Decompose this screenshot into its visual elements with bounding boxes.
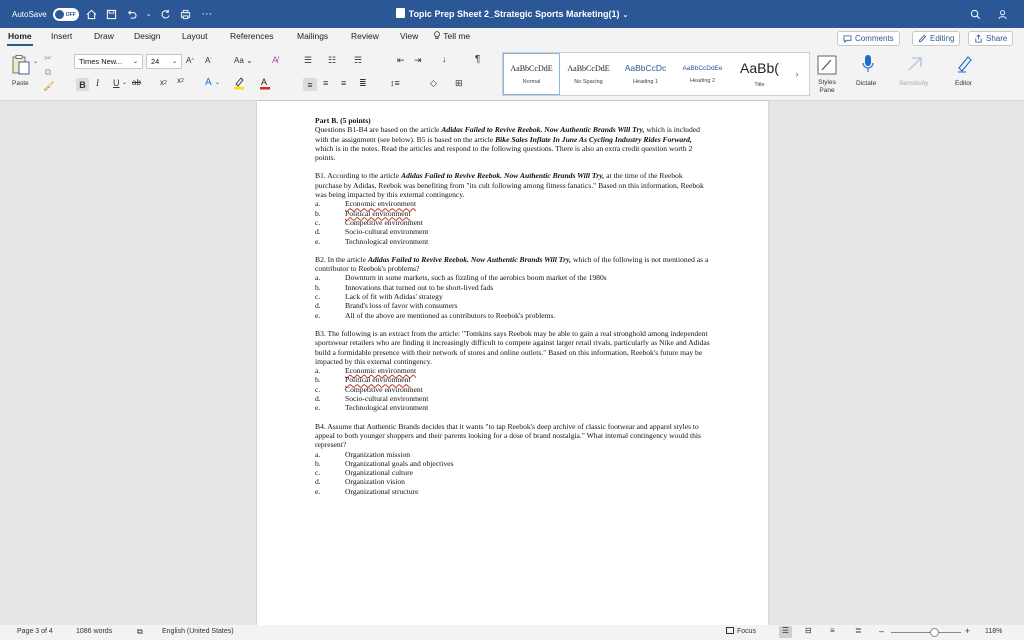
chevron-down-icon[interactable]: ⌄	[122, 80, 128, 86]
bold-icon[interactable]: B	[76, 78, 89, 91]
option-text: Organizational goals and objectives	[345, 458, 454, 468]
part-title: Part B. (5 points)	[315, 116, 371, 125]
answer-option	[315, 403, 710, 412]
answer-option	[315, 218, 710, 227]
editor-label: Editor	[955, 80, 972, 87]
italic-icon[interactable]: I	[96, 78, 99, 88]
ribbon	[0, 48, 1024, 101]
answer-option	[315, 459, 710, 468]
align-left-icon[interactable]: ≡	[303, 78, 317, 91]
style-sample: AaBbCcDc	[624, 63, 667, 73]
page-count[interactable]: Page 3 of 4	[17, 628, 53, 635]
svg-text:A: A	[261, 77, 268, 87]
option-letter: b.	[315, 458, 321, 468]
line-spacing-icon[interactable]: ↕≡	[390, 78, 400, 88]
tab-draw[interactable]: Draw	[94, 31, 114, 41]
option-letter: c.	[315, 468, 321, 478]
answer-option	[315, 199, 710, 208]
document-title[interactable]: Topic Prep Sheet 2_Strategic Sports Marketing(1)	[408, 9, 620, 19]
increase-indent-icon[interactable]: ⇥	[414, 55, 422, 65]
option-text: Downturn in some markets, such as fizzling of the aerobics boom market of the 1980s	[345, 273, 607, 283]
option-text: Innovations that turned out to be short-lived fads	[345, 282, 494, 292]
option-letter: b.	[315, 375, 321, 385]
style-heading-2[interactable]	[674, 53, 731, 95]
borders-icon[interactable]: ⊞	[455, 78, 463, 88]
answer-option	[315, 385, 710, 394]
proofing-icon[interactable]: ⧉	[137, 627, 143, 636]
tab-mailings[interactable]: Mailings	[297, 31, 329, 41]
editing-label: Editing	[930, 34, 955, 43]
option-text: Economic environment	[345, 199, 417, 209]
answer-option	[315, 468, 710, 477]
tab-design[interactable]: Design	[134, 31, 161, 41]
chevron-down-icon: ⌄	[171, 59, 177, 65]
undo-icon[interactable]	[125, 7, 139, 21]
answer-option	[315, 227, 710, 236]
option-letter: e.	[315, 486, 321, 496]
answer-option	[315, 487, 710, 496]
doc-icon	[396, 8, 405, 18]
change-case-icon[interactable]: Aa ⌄	[234, 56, 253, 65]
autosave-label: AutoSave	[12, 9, 47, 19]
autosave-state: OFF	[65, 11, 76, 18]
zoom-slider-knob[interactable]	[930, 628, 939, 637]
answer-option	[315, 292, 710, 301]
paste-label: Paste	[12, 80, 29, 87]
draft-icon[interactable]: ≣	[855, 626, 862, 635]
chevron-down-icon[interactable]: ⌄	[145, 11, 152, 18]
question-text: B3. The following is an extract from the article: "Tomkins says Reebok may be able to gain a real stronghold among independent sportswear retailers who are finding it increasingly difficult to compete against larger retail rivals, particularly as Nike and Adidas build a formidable presence with their network of stores and online outlets." Based on this information, Reebok's future may be impacted by this external contingency.	[315, 328, 710, 366]
sort-icon[interactable]: ↓	[442, 54, 447, 64]
document-page[interactable]	[257, 101, 768, 625]
word-count[interactable]: 1086 words	[76, 628, 113, 635]
option-text: Organization mission	[345, 449, 411, 459]
option-letter: b.	[315, 208, 321, 218]
question-text: B2. In the article Adidas Failed to Revive Reebok. Now Authentic Brands Will Try, which of the following is not mentioned as a contributor to Reebok's problems?	[315, 254, 709, 274]
redo-icon[interactable]	[159, 7, 173, 21]
focus-icon	[726, 627, 734, 634]
option-letter: d.	[315, 394, 321, 404]
answer-option	[315, 301, 710, 310]
pencil-icon	[918, 34, 927, 43]
option-text: Technological environment	[345, 236, 429, 246]
answer-option	[315, 273, 710, 282]
tell-me-label: Tell me	[443, 31, 471, 41]
shrink-font-icon[interactable]: A ˇ	[205, 56, 213, 65]
chevron-down-icon[interactable]: ⌄	[622, 12, 629, 19]
question-block	[315, 255, 710, 320]
answer-option	[315, 311, 710, 320]
option-letter: e.	[315, 236, 321, 246]
share-button[interactable]	[968, 31, 1013, 46]
answer-option	[315, 237, 710, 246]
option-letter: a.	[315, 273, 321, 283]
option-text: Socio-cultural environment	[345, 394, 429, 404]
more-icon[interactable]: ···	[201, 8, 213, 20]
option-text: Competitive environment	[345, 217, 423, 227]
title-bar	[0, 0, 1024, 28]
print-icon[interactable]	[179, 7, 193, 21]
microphone-icon[interactable]	[860, 53, 876, 75]
sensitivity-label: Sensitivity	[899, 80, 929, 87]
editor-icon[interactable]	[955, 53, 975, 75]
font-size-value: 24	[151, 57, 160, 66]
question-block	[315, 422, 710, 496]
bullets-icon[interactable]: ☰	[304, 55, 313, 65]
clear-formatting-icon[interactable]: A̸	[272, 55, 279, 65]
answer-option	[315, 366, 710, 375]
option-letter: d.	[315, 477, 321, 487]
language[interactable]: English (United States)	[162, 628, 234, 635]
subscript-icon[interactable]: x 2	[160, 78, 167, 87]
style-sample: AaBbCcDdE	[510, 63, 553, 73]
answer-option	[315, 477, 710, 486]
option-letter: d.	[315, 227, 321, 237]
strikethrough-icon[interactable]: ab	[132, 78, 141, 87]
dictate-label: Dictate	[856, 80, 877, 87]
zoom-level[interactable]: 118%	[985, 628, 1003, 635]
align-right-icon[interactable]: ≡	[341, 78, 347, 88]
option-text: All of the above are mentioned as contributors to Reebok's problems.	[345, 310, 556, 320]
format-painter-icon[interactable]: 🖌	[43, 80, 55, 91]
option-letter: c.	[315, 292, 321, 302]
answer-option	[315, 450, 710, 459]
option-text: Lack of fit with Adidas' strategy	[345, 292, 443, 302]
question-text: B4. Assume that Authentic Brands decides that it wants "to tap Reebok's deep archive of classic footwear and apparel styles to appeal to both younger shoppers and their parents looking for a dose of brand nostalgia." What internal contingency would this represent?	[315, 421, 701, 450]
multilevel-list-icon[interactable]: ☴	[354, 55, 363, 65]
justify-icon[interactable]: ≣	[359, 78, 367, 88]
style-name: No Spacing	[574, 78, 603, 85]
option-letter: b.	[315, 282, 321, 292]
cut-icon[interactable]: ✂	[44, 52, 52, 63]
styles-gallery	[502, 52, 810, 96]
option-text: Economic environment	[345, 366, 417, 376]
print-layout-icon[interactable]: ☰	[779, 626, 792, 638]
option-text: Organization vision	[345, 477, 405, 487]
answer-option	[315, 209, 710, 218]
styles-pane-label: Styles Pane	[818, 79, 836, 94]
option-text: Brand's loss of favor with consumers	[345, 301, 458, 311]
save-icon[interactable]	[105, 7, 119, 21]
tab-references[interactable]: References	[230, 31, 274, 41]
styles-pane-icon[interactable]	[816, 54, 838, 76]
chevron-right-icon[interactable]: ›	[795, 69, 799, 79]
style-heading-1[interactable]	[617, 53, 674, 95]
comments-label: Comments	[855, 34, 894, 43]
tab-view[interactable]: View	[400, 31, 419, 41]
share-icon	[974, 34, 983, 43]
focus-button[interactable]	[726, 627, 756, 635]
option-text: Political environment	[345, 375, 411, 385]
zoom-slider[interactable]	[891, 632, 961, 633]
home-icon[interactable]	[85, 7, 99, 21]
comments-button[interactable]	[837, 31, 900, 46]
pilcrow-icon[interactable]: ¶	[475, 54, 481, 65]
tell-me[interactable]	[433, 31, 470, 41]
zoom-out-button[interactable]: –	[879, 626, 885, 636]
option-text: Technological environment	[345, 403, 429, 413]
search-icon[interactable]	[968, 7, 982, 21]
option-letter: d.	[315, 301, 321, 311]
option-letter: a.	[315, 449, 321, 459]
font-name-select[interactable]	[74, 54, 143, 69]
comment-icon	[843, 35, 852, 43]
option-letter: e.	[315, 403, 321, 413]
chevron-down-icon[interactable]: ⌄	[33, 59, 39, 65]
option-text: Socio-cultural environment	[345, 227, 429, 237]
answer-option	[315, 394, 710, 403]
option-letter: c.	[315, 384, 321, 394]
question-text: B1. According to the article Adidas Failed to Revive Reebok. Now Authentic Brands Will Try, at the time of the Reebok purchase by Adidas, Reebok was benefiting from "its cult following among fitness fanatics." Based on this information, Reebok was being impacted by this external contingency.	[315, 171, 704, 200]
sensitivity-icon	[905, 54, 925, 74]
copy-icon[interactable]: ⧉	[44, 66, 52, 77]
answer-option	[315, 375, 710, 384]
style-title[interactable]	[731, 53, 788, 95]
style-sample: AaBb(	[740, 60, 779, 76]
tab-layout[interactable]: Layout	[182, 31, 208, 41]
style-name: Normal	[522, 78, 541, 85]
decrease-indent-icon[interactable]: ⇤	[397, 55, 405, 65]
superscript-icon[interactable]: x 2	[177, 76, 184, 85]
question-block	[315, 171, 710, 245]
document-content[interactable]	[315, 116, 710, 496]
text-effects-icon[interactable]: A	[205, 77, 212, 88]
answer-option	[315, 283, 710, 292]
paste-icon[interactable]	[10, 54, 32, 76]
style-name: Heading 2	[689, 77, 716, 84]
style-sample: AaBbCcDdEe	[682, 64, 723, 72]
zoom-in-button[interactable]: +	[965, 626, 971, 636]
option-letter: e.	[315, 310, 321, 320]
option-letter: c.	[315, 217, 321, 227]
status-bar	[0, 625, 1024, 640]
option-text: Organizational culture	[345, 468, 413, 478]
questions-list	[315, 171, 710, 496]
grow-font-icon[interactable]: A ^	[186, 56, 194, 65]
chevron-down-icon[interactable]: ⌄	[215, 80, 221, 86]
tab-insert[interactable]: Insert	[51, 31, 73, 41]
style-name: Heading 1	[632, 79, 659, 85]
numbering-icon[interactable]: ☷	[328, 55, 337, 65]
tab-review[interactable]: Review	[351, 31, 379, 41]
question-block	[315, 329, 710, 413]
font-size-select[interactable]	[146, 54, 182, 69]
highlight-icon[interactable]	[233, 76, 245, 90]
chevron-down-icon: ⌄	[132, 59, 138, 65]
style-no-spacing[interactable]	[560, 53, 617, 95]
web-layout-icon[interactable]: ⊟	[805, 626, 812, 635]
option-letter: a.	[315, 366, 321, 376]
share-label: Share	[986, 34, 1008, 43]
tab-home[interactable]: Home	[8, 31, 32, 41]
font-color-icon[interactable]	[259, 76, 271, 90]
option-text: Political environment	[345, 208, 411, 218]
underline-icon[interactable]: U	[113, 78, 120, 88]
lightbulb-icon	[433, 31, 441, 40]
style-normal[interactable]	[503, 53, 560, 95]
focus-label: Focus	[737, 628, 757, 635]
autosave-toggle[interactable]	[53, 8, 79, 21]
ribbon-tabs	[0, 28, 1024, 48]
font-name-value: Times New...	[79, 57, 123, 66]
align-center-icon[interactable]: ≡	[323, 78, 329, 88]
shading-icon[interactable]: ◇	[430, 78, 437, 88]
option-letter: a.	[315, 199, 321, 209]
editing-button[interactable]	[912, 31, 960, 46]
style-sample: AaBbCcDdE	[567, 63, 610, 73]
account-icon[interactable]	[996, 7, 1010, 21]
option-text: Competitive environment	[345, 384, 423, 394]
style-name: Title	[754, 82, 765, 88]
option-text: Organizational structure	[345, 486, 419, 496]
outline-icon[interactable]: ≡	[830, 626, 835, 635]
intro-paragraph: Questions B1-B4 are based on the article Adidas Failed to Revive Reebok. Now Authentic Brands Will Try, which is included with the assignment (see below). B5 is based on the article Bike Sales Inflate In June As Cycling Industry Rides Forward, which is in the notes. Read the articles and respond to the following questions. There is also an extra credit question worth 2 points.	[315, 125, 700, 163]
